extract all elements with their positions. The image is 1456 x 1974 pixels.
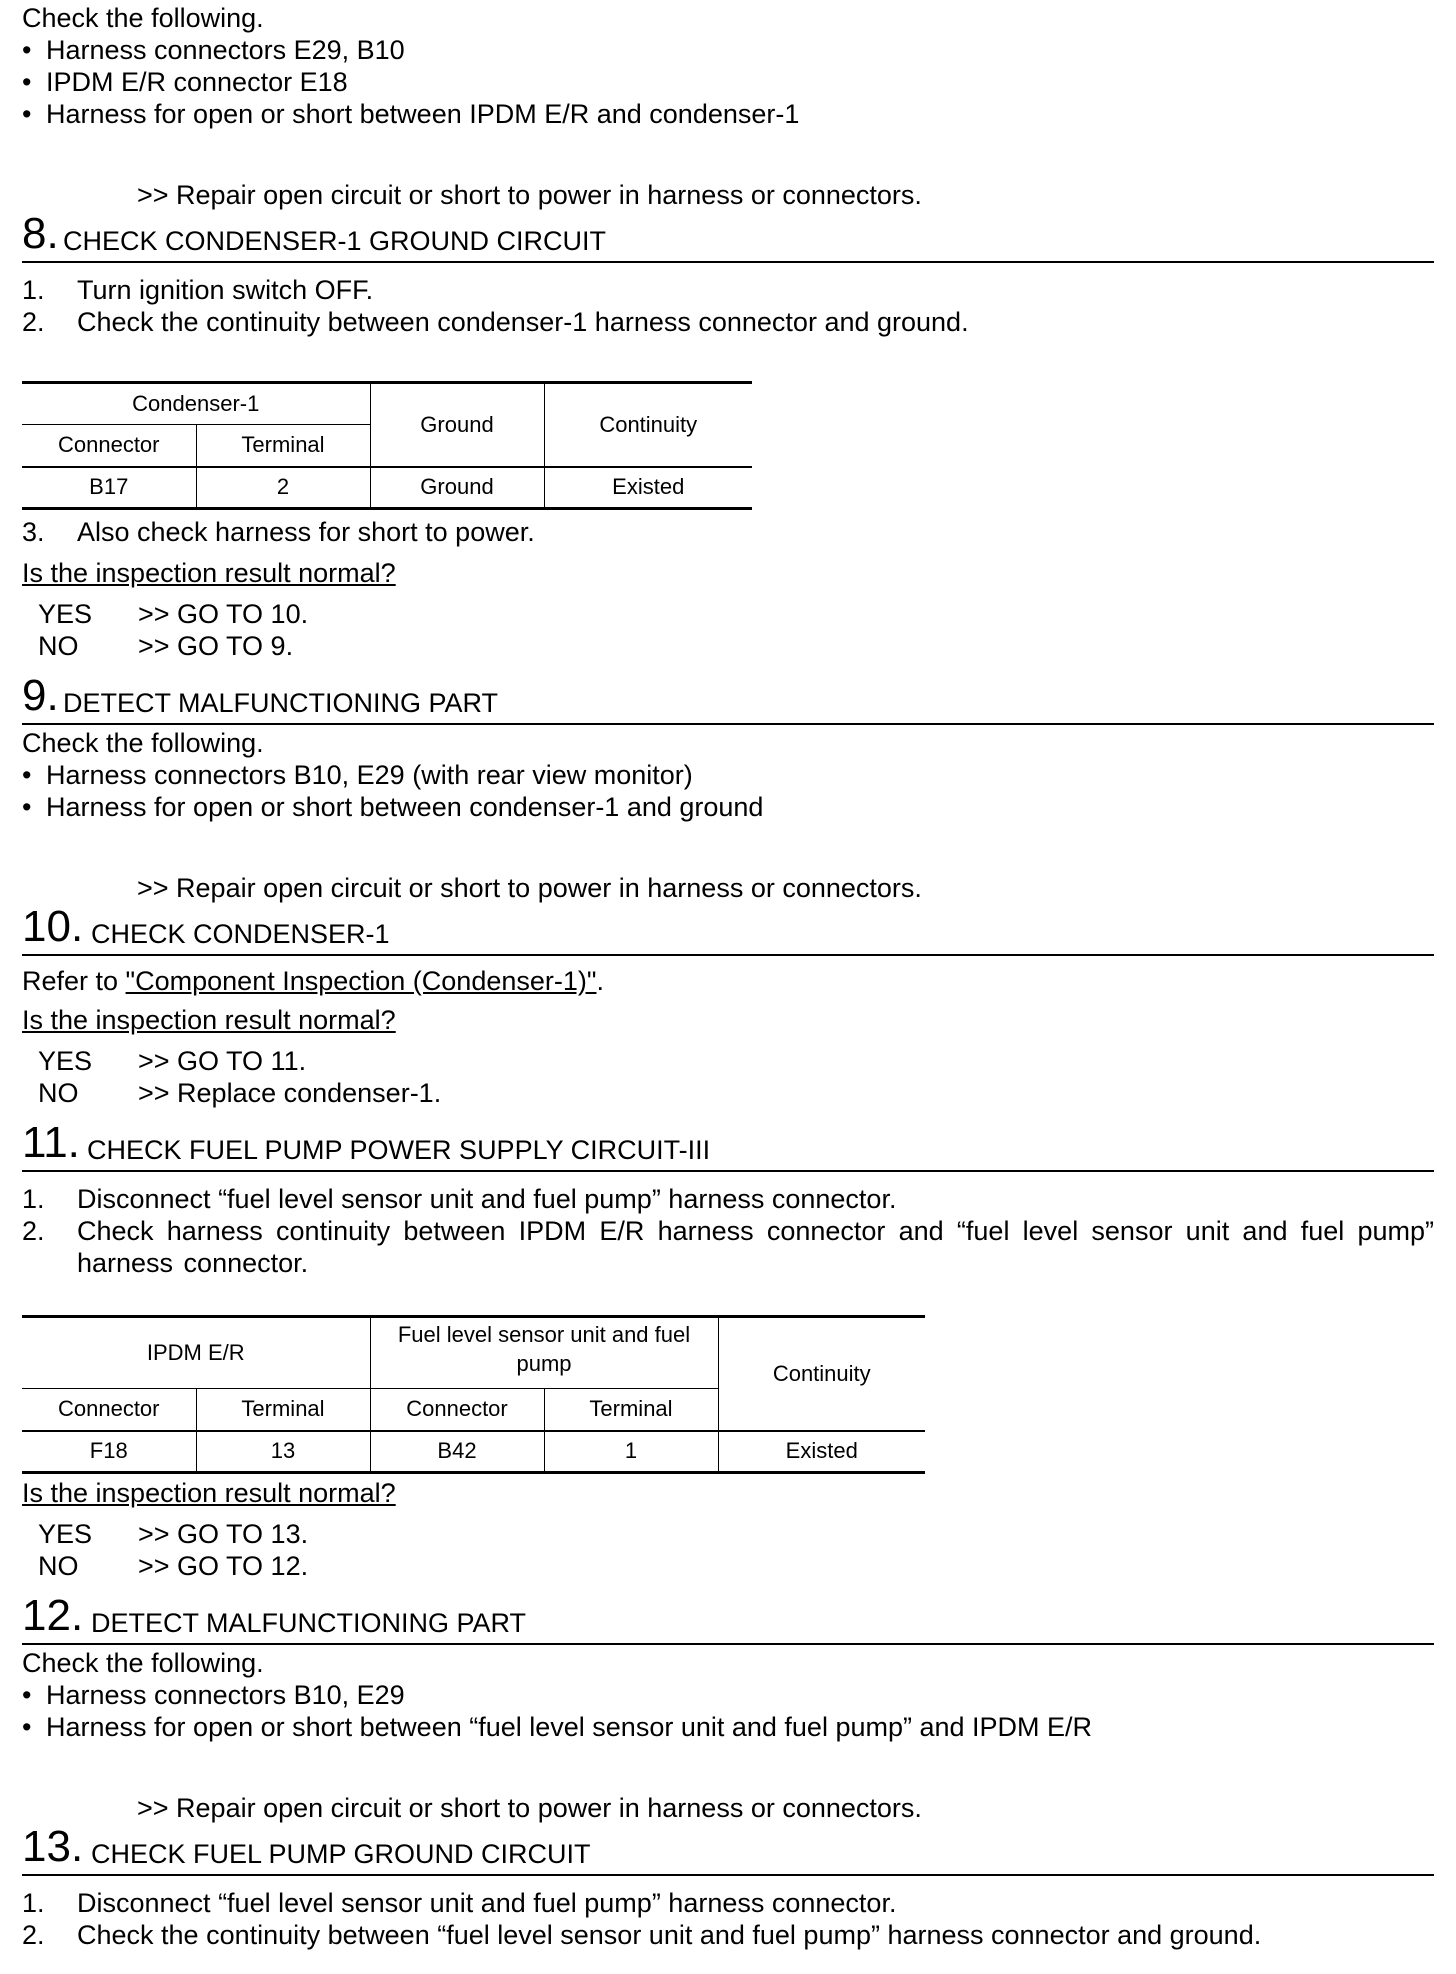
- yes-label: YES: [38, 599, 93, 629]
- yes-action: >> GO TO 10.: [138, 599, 309, 629]
- step-8-heading: [22, 211, 1434, 263]
- step-9-bullet: • Harness for open or short between condenser-1 and ground: [22, 791, 763, 823]
- step-title: CHECK FUEL PUMP GROUND CIRCUIT: [91, 1839, 591, 1869]
- table-cell: 2: [196, 467, 370, 509]
- table-header-connector: Connector: [370, 1389, 544, 1431]
- step-number: 8.: [22, 209, 59, 258]
- item-text: Check the continuity between “fuel level sensor unit and fuel pump” harness connector and ground.: [77, 1920, 1262, 1950]
- step-10-heading: [22, 904, 1434, 956]
- no-action: >> GO TO 9.: [138, 631, 294, 661]
- intro-bullet: • Harness for open or short between IPDM E/R and condenser-1: [22, 98, 799, 130]
- table-cell: Existed: [718, 1431, 925, 1473]
- step-12-lead: Check the following.: [22, 1648, 264, 1678]
- item-number: 1.: [22, 275, 45, 305]
- numbered-item: [22, 1183, 1434, 1215]
- step-title: CHECK FUEL PUMP POWER SUPPLY CIRCUIT-III: [87, 1135, 711, 1165]
- step-number: 11.: [22, 1118, 80, 1167]
- yes-response: [38, 1518, 308, 1550]
- step-9-lead: Check the following.: [22, 728, 264, 758]
- intro-lead: Check the following.: [22, 3, 264, 33]
- table-header-terminal: Terminal: [544, 1389, 718, 1431]
- no-response: [38, 1077, 441, 1109]
- numbered-item: [22, 306, 1434, 338]
- condenser-ground-table: [22, 381, 752, 510]
- no-response: [38, 1550, 308, 1582]
- step-number: 12.: [22, 1591, 84, 1640]
- item-number: 2.: [22, 1920, 45, 1950]
- item-text: Turn ignition switch OFF.: [77, 275, 374, 305]
- table-header-condenser: Condenser-1: [22, 383, 370, 425]
- step-12-heading: [22, 1593, 1434, 1645]
- no-action: >> GO TO 12.: [138, 1551, 309, 1581]
- table-header-connector: Connector: [22, 425, 196, 467]
- step-title: DETECT MALFUNCTIONING PART: [91, 1608, 527, 1638]
- numbered-item: [22, 274, 1434, 306]
- step-12-bullet: • Harness for open or short between “fuel level sensor unit and fuel pump” and IPDM E/R: [22, 1711, 1092, 1743]
- numbered-item: [22, 1215, 1434, 1279]
- step-9-bullet: • Harness connectors B10, E29 (with rear view monitor): [22, 759, 693, 791]
- step-12-repair: >> Repair open circuit or short to power in harness or connectors.: [137, 1793, 922, 1823]
- table-cell: Ground: [370, 467, 544, 509]
- no-label: NO: [38, 631, 79, 661]
- refer-suffix: .: [596, 966, 604, 996]
- table-cell: 13: [196, 1431, 370, 1473]
- numbered-item: [22, 1919, 1434, 1951]
- step-number: 9.: [22, 671, 59, 720]
- yes-label: YES: [38, 1046, 93, 1076]
- no-action: >> Replace condenser-1.: [138, 1078, 442, 1108]
- item-number: 1.: [22, 1184, 45, 1214]
- no-label: NO: [38, 1551, 79, 1581]
- component-inspection-link[interactable]: "Component Inspection (Condenser-1)": [125, 966, 597, 996]
- table-header-connector: Connector: [22, 1389, 196, 1431]
- step-13-heading: [22, 1824, 1434, 1876]
- step-number: 13.: [22, 1822, 84, 1871]
- intro-repair: >> Repair open circuit or short to power in harness or connectors.: [137, 180, 922, 210]
- inspection-question: Is the inspection result normal?: [22, 1005, 396, 1035]
- item-number: 2.: [22, 307, 45, 337]
- table-header-terminal: Terminal: [196, 1389, 370, 1431]
- table-header-ipdm: IPDM E/R: [22, 1317, 370, 1389]
- no-label: NO: [38, 1078, 79, 1108]
- table-cell: Existed: [544, 467, 752, 509]
- yes-response: [38, 598, 308, 630]
- numbered-item: [22, 516, 1434, 548]
- step-title: CHECK CONDENSER-1 GROUND CIRCUIT: [63, 226, 607, 256]
- fuel-pump-power-table: [22, 1315, 925, 1474]
- table-header-fuel-sensor: Fuel level sensor unit and fuel pump: [370, 1317, 718, 1389]
- step-11-heading: [22, 1120, 1434, 1172]
- step-title: DETECT MALFUNCTIONING PART: [63, 688, 499, 718]
- inspection-question: Is the inspection result normal?: [22, 1478, 396, 1508]
- step-number: 10.: [22, 902, 84, 951]
- item-number: 1.: [22, 1888, 45, 1918]
- item-number: 3.: [22, 517, 45, 547]
- step-9-repair: >> Repair open circuit or short to power in harness or connectors.: [137, 873, 922, 903]
- table-header-ground: Ground: [370, 383, 544, 467]
- yes-response: [38, 1045, 306, 1077]
- refer-prefix: Refer to: [22, 966, 126, 996]
- item-text: Disconnect “fuel level sensor unit and fuel pump” harness connector.: [77, 1184, 897, 1214]
- yes-label: YES: [38, 1519, 93, 1549]
- intro-bullet: • IPDM E/R connector E18: [22, 66, 348, 98]
- table-header-continuity: Continuity: [718, 1317, 925, 1431]
- table-cell: 1: [544, 1431, 718, 1473]
- numbered-item: [22, 1887, 1434, 1919]
- item-text: Also check harness for short to power.: [77, 517, 535, 547]
- step-12-bullet: • Harness connectors B10, E29: [22, 1679, 405, 1711]
- step-title: CHECK CONDENSER-1: [91, 919, 390, 949]
- refer-line: [22, 965, 604, 997]
- no-response: [38, 630, 293, 662]
- item-text: Check the continuity between condenser-1 harness connector and ground.: [77, 307, 969, 337]
- table-header-terminal: Terminal: [196, 425, 370, 467]
- item-text: Disconnect “fuel level sensor unit and fuel pump” harness connector.: [77, 1888, 897, 1918]
- table-cell: B42: [370, 1431, 544, 1473]
- item-number: 2.: [22, 1216, 45, 1246]
- yes-action: >> GO TO 11.: [138, 1046, 307, 1076]
- table-header-continuity: Continuity: [544, 383, 752, 467]
- table-cell: B17: [22, 467, 196, 509]
- intro-bullet: • Harness connectors E29, B10: [22, 34, 405, 66]
- inspection-question: Is the inspection result normal?: [22, 558, 396, 588]
- step-9-heading: [22, 673, 1434, 725]
- table-cell: F18: [22, 1431, 196, 1473]
- item-text: Check harness continuity between IPDM E/R harness connector and “fuel level sensor unit and fuel pump” harness connector.: [77, 1216, 1434, 1278]
- yes-action: >> GO TO 13.: [138, 1519, 309, 1549]
